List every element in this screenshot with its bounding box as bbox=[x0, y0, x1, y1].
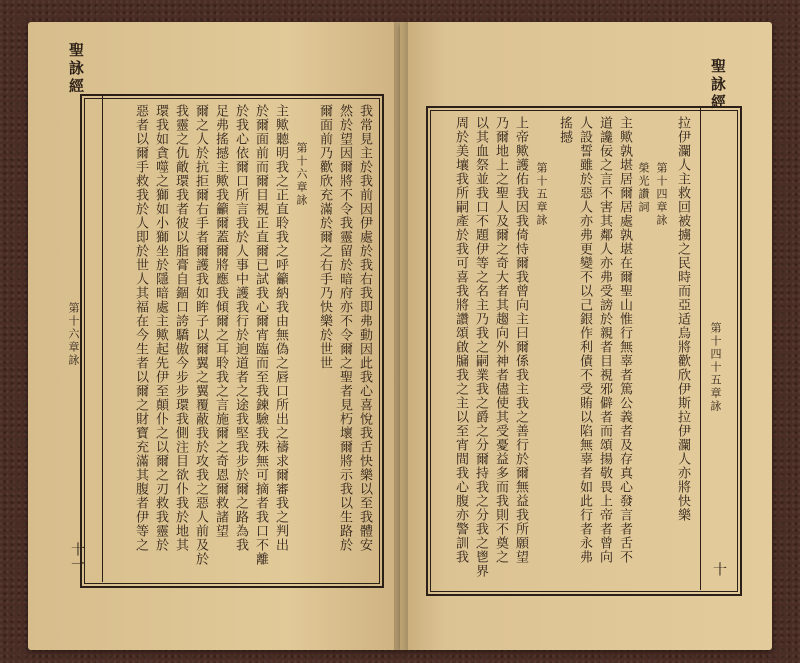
left-column-2: 然於望因爾將不令我靈留於暗府亦不令爾之聖者見朽壞爾將示我以生路於 bbox=[337, 104, 352, 552]
right-column-2: 主歟孰堪居爾居處孰堪在爾聖山惟行無辜者篤公義者及存真心發言者舌不 bbox=[617, 116, 632, 564]
left-chapter-heading: 第十六章詠 bbox=[295, 142, 308, 207]
left-column-4: 主歟聽明我之正直聆我之呼籲納我由無偽之唇口所出之禱求爾審我之判出 bbox=[273, 104, 288, 552]
open-book bbox=[28, 22, 780, 650]
right-page-running-head: 第十四十五章詠 bbox=[709, 322, 722, 413]
left-page-running-head: 第十六章詠 bbox=[67, 302, 80, 367]
right-column-4: 人設誓雖於惡人亦弗更變不以己銀作利債不受賄以陷無辜者如此行者永弗 bbox=[577, 116, 592, 564]
left-header-rule bbox=[102, 96, 103, 582]
left-page-number: 十一 bbox=[69, 542, 85, 572]
right-column-9: 周於美壤我所嗣產於我可喜我將讚頌啟牖我之主以至宵間我心腹亦警訓我 bbox=[453, 116, 468, 564]
right-column-1: 拉伊瀾人主救回被擄之民時而亞适烏將歡欣伊斯拉伊瀾人亦將快樂 bbox=[675, 116, 690, 522]
left-column-8: 爾之人於抗拒爾右手者爾護我如眸子以爾翼之翼覆蔽我於攻我之惡人前及於 bbox=[193, 104, 208, 566]
left-page bbox=[28, 22, 400, 650]
left-column-10: 環我如貪噬之獅如小獅坐於隱暗處主歟起先伊至顛仆之以爾之刃救我靈於 bbox=[153, 104, 168, 552]
right-page-number: 十 bbox=[711, 562, 727, 577]
right-column-3: 道讒佞之言不害其鄰人亦弗受謗於親者目視邪僻者而頌揚敬畏上帝者曾向 bbox=[597, 116, 612, 564]
right-header-rule bbox=[700, 108, 701, 590]
right-column-8: 以其血祭並我口不題伊等之名主乃我之嗣業我之爵之分爾持我之分我之鬯界 bbox=[473, 116, 488, 578]
right-column-7: 乃爾地上之聖人及爾之奇大者其趨向外神者儘使其受憂益多而我則不奠之 bbox=[493, 116, 508, 564]
left-column-7: 足弗搖撼主歟我籲爾蓋爾將應我傾爾之耳聆我之言施爾之奇恩爾救諸望 bbox=[213, 104, 228, 538]
chapter14-subtitle: 榮光讚詞 bbox=[637, 162, 650, 214]
left-column-5: 於爾面前而爾目視正直爾已試我心爾宵臨而至我鍊驗我殊無可摘者我口不離 bbox=[253, 104, 268, 566]
chapter15-heading: 第十五章詠 bbox=[535, 162, 548, 227]
chapter14-heading: 第十四章詠 bbox=[655, 162, 668, 227]
left-column-11: 惡者以爾手救我於人即於世人其福在今生者以爾之財寶充滿其腹者伊等之 bbox=[133, 104, 148, 552]
book-gutter bbox=[394, 22, 408, 650]
right-page-book-title: 聖詠經 bbox=[709, 58, 727, 112]
left-column-9: 我靈之仇敵環我者彼以脂膏自錮口誇驕傲今步步環我側注目欲仆我於地其 bbox=[173, 104, 188, 552]
right-column-6: 上帝歟護佑我因我倚恃爾我曾向主曰爾係我主我之善行於爾無益我所願望 bbox=[513, 116, 528, 564]
left-column-3: 爾面前乃歡欣充滿於爾之右手乃快樂於世世 bbox=[317, 104, 332, 370]
right-column-5: 搖撼 bbox=[557, 116, 572, 144]
left-page-book-title: 聖詠經 bbox=[67, 42, 85, 96]
left-column-6: 於我心依爾口所言我於人事中護我行於逈道者之途我堅我步於爾之路為我 bbox=[233, 104, 248, 552]
right-page bbox=[400, 22, 772, 650]
left-column-1: 我常見主於我前因伊處於我右我即弗動因此我心喜悅我舌快樂以至我體安 bbox=[357, 104, 372, 552]
